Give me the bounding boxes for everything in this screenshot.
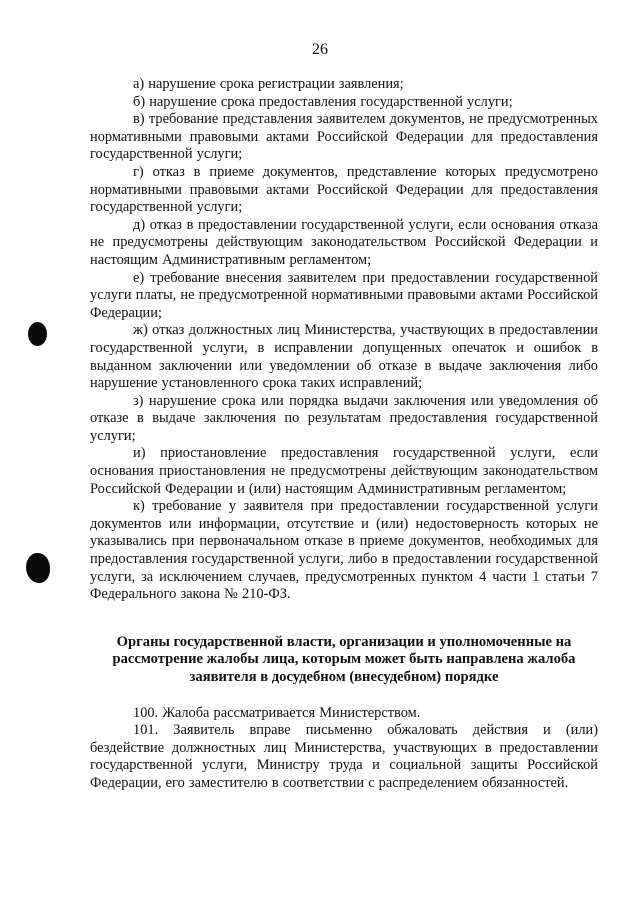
hole-punch-mark bbox=[28, 322, 47, 346]
document-body bbox=[90, 76, 598, 793]
list-item-i: и) приостановление предоставления государственной услуги, если основания приостановления не предусмотрены действующим законодательством Российской Федерации и (или) настоящим Административным регламентом; bbox=[90, 445, 598, 497]
hole-punch-mark bbox=[26, 553, 50, 583]
list-item-v: в) требование представления заявителем документов, не предусмотренных нормативными правовыми актами Российской Федерации для предоставления государственной услуги; bbox=[90, 111, 598, 163]
list-item-d: д) отказ в предоставлении государственной услуги, если основания отказа не предусмотрены действующим законодательством Российской Федерации и настоящим Административным регламентом; bbox=[90, 216, 598, 268]
section-heading: Органы государственной власти, организации и уполномоченные на рассмотрение жалобы лица, которым может быть направлена жалоба заявителя в досудебном (внесудебном) порядке bbox=[112, 633, 576, 685]
list-item-zh: ж) отказ должностных лиц Министерства, участвующих в предоставлении государственной услуги, в исправлении допущенных опечаток и ошибок в выданном заключении или уведомлении об отказе в выдаче заключения либо нарушение установленного срока таких исправлений; bbox=[90, 322, 598, 392]
list-item-z: з) нарушение срока или порядка выдачи заключения или уведомления об отказе в выдаче заключения по результатам предоставления государственной услуги; bbox=[90, 392, 598, 444]
page-number: 26 bbox=[312, 41, 328, 58]
list-item-e: е) требование внесения заявителем при предоставлении государственной услуги платы, не предусмотренной нормативными правовыми актами Российской Федерации; bbox=[90, 269, 598, 321]
paragraph-101: 101. Заявитель вправе письменно обжаловать действия и (или) бездействие должностных лиц Министерства, участвующих в предоставлении государственной услуги, Министру труда и социальной защиты Российской Федерации, его заместителю в соответствии с распределением обязанностей. bbox=[90, 722, 598, 791]
list-item-a: а) нарушение срока регистрации заявления; bbox=[133, 76, 404, 92]
list-item-b: б) нарушение срока предоставления государственной услуги; bbox=[133, 93, 513, 110]
list-item-k: к) требование у заявителя при предоставлении государственной услуги документов или информации, отсутствие и (или) недостоверность которых не указывались при первоначальном отказе в приеме документов, необходимых для предоставления государственной услуги, либо в предоставлении государственной услуги, за исключением случаев, предусмотренных пунктом 4 части 1 статьи 7 Федерального закона № 210-ФЗ. bbox=[90, 498, 598, 603]
list-item-g: г) отказ в приеме документов, представление которых предусмотрено нормативными правовыми актами Российской Федерации для предоставления государственной услуги; bbox=[90, 163, 598, 216]
paragraph-100: 100. Жалоба рассматривается Министерством. bbox=[133, 704, 421, 721]
